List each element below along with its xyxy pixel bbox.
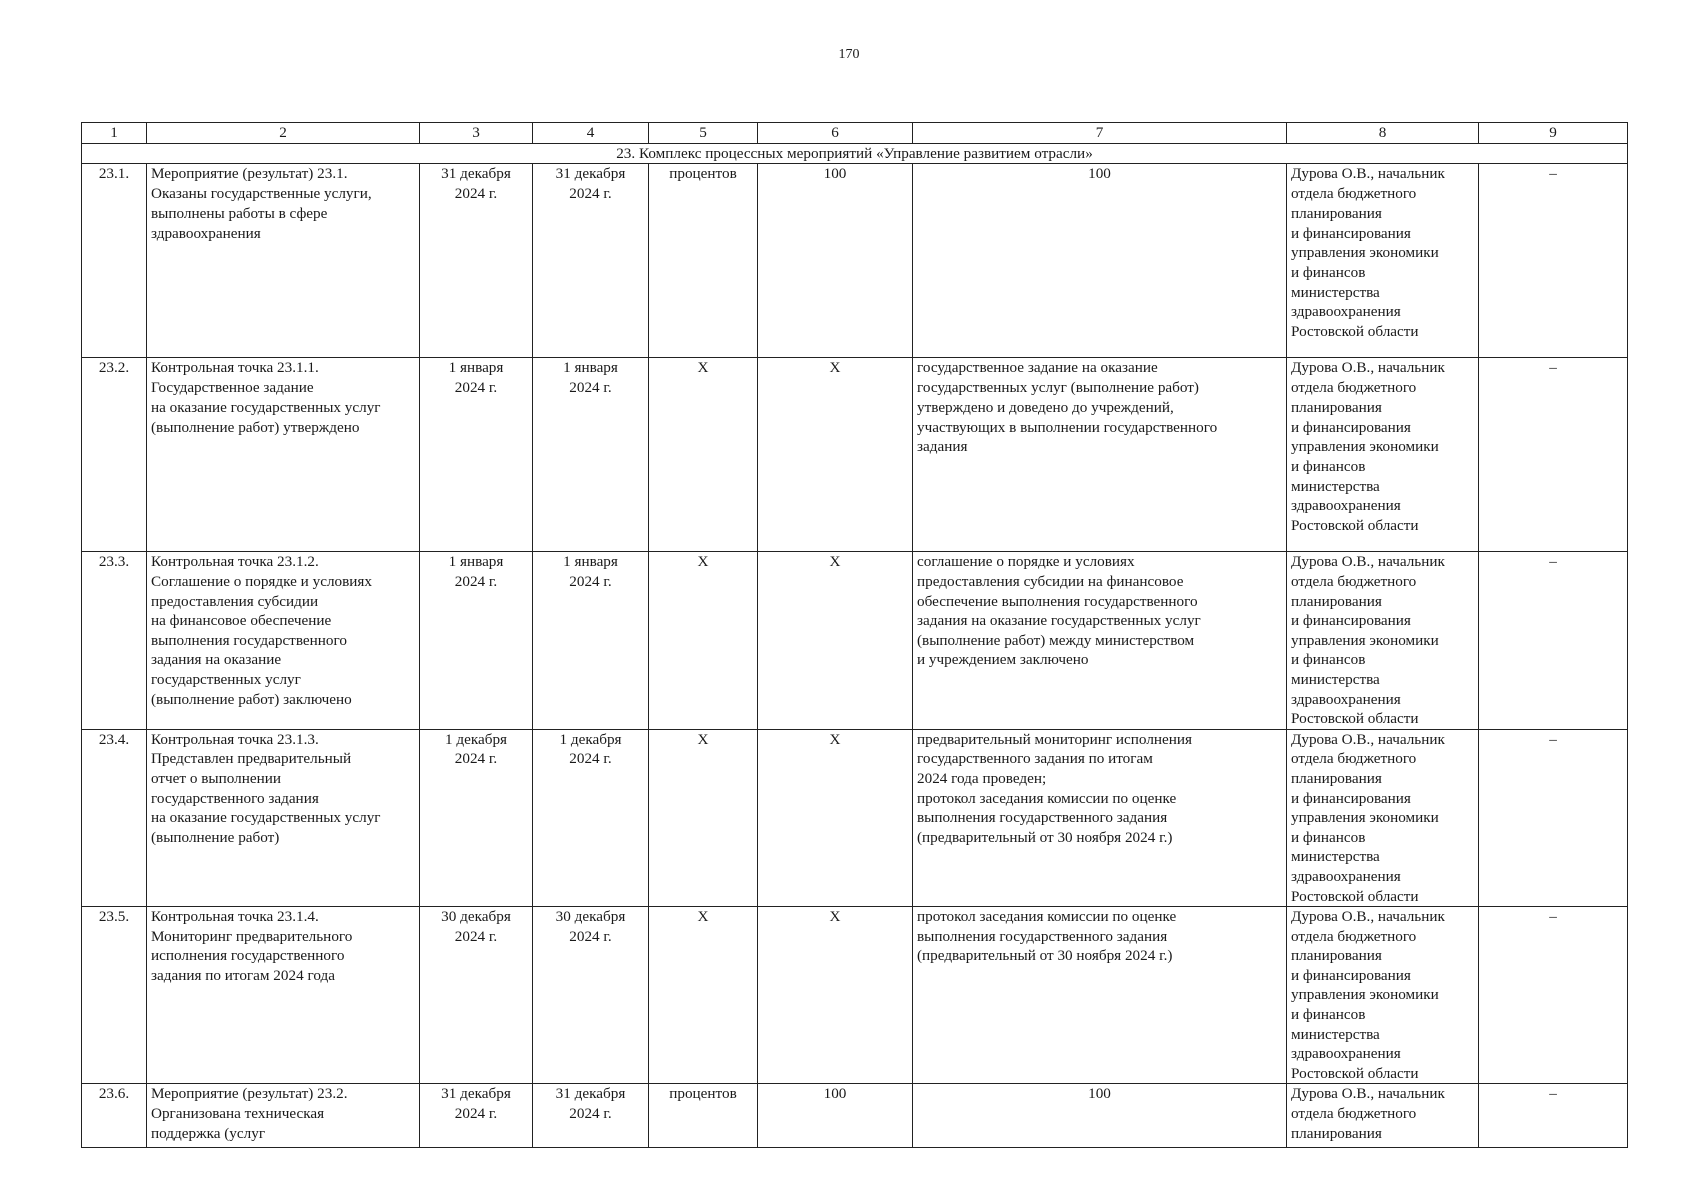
note: – <box>1479 164 1628 358</box>
row-number: 23.4. <box>82 729 147 906</box>
end-date: 1 января 2024 г. <box>533 358 649 552</box>
table-row <box>82 729 1628 906</box>
target-value: Х <box>758 358 913 552</box>
target-value: Х <box>758 907 913 1084</box>
result-document: предварительный мониторинг исполнения государственного задания по итогам 2024 года проведен; протокол заседания комиссии по оценке выполнения государственного задания (предварительный от 30 ноября 2024 г.) <box>913 729 1287 906</box>
table-row <box>82 164 1628 358</box>
unit: Х <box>649 907 758 1084</box>
unit: Х <box>649 358 758 552</box>
result-document: государственное задание на оказание государственных услуг (выполнение работ) утверждено и доведено до учреждений, участвующих в выполнении государственного задания <box>913 358 1287 552</box>
table-row <box>82 358 1628 552</box>
activity-name: Контрольная точка 23.1.2. Соглашение о порядке и условиях предоставления субсидии на финансовое обеспечение выполнения государственного задания на оказание государственных услуг (выполнение работ) заключено <box>147 552 420 729</box>
target-value: Х <box>758 552 913 729</box>
start-date: 31 декабря 2024 г. <box>420 1084 533 1148</box>
section-title: 23. Комплекс процессных мероприятий «Управление развитием отрасли» <box>82 143 1628 164</box>
start-date: 1 января 2024 г. <box>420 552 533 729</box>
result-document: протокол заседания комиссии по оценке выполнения государственного задания (предварительный от 30 ноября 2024 г.) <box>913 907 1287 1084</box>
column-number: 3 <box>420 123 533 144</box>
note: – <box>1479 1084 1628 1148</box>
target-value: Х <box>758 729 913 906</box>
start-date: 1 января 2024 г. <box>420 358 533 552</box>
start-date: 31 декабря 2024 г. <box>420 164 533 358</box>
column-number-row <box>82 123 1628 144</box>
note: – <box>1479 358 1628 552</box>
column-number: 9 <box>1479 123 1628 144</box>
result-document: 100 <box>913 1084 1287 1148</box>
end-date: 31 декабря 2024 г. <box>533 164 649 358</box>
end-date: 31 декабря 2024 г. <box>533 1084 649 1148</box>
responsible-person: Дурова О.В., начальник отдела бюджетного планирования и финансирования управления экономики и финансов министерства здравоохранения Ростовской области <box>1287 552 1479 729</box>
note: – <box>1479 552 1628 729</box>
end-date: 30 декабря 2024 г. <box>533 907 649 1084</box>
row-number: 23.3. <box>82 552 147 729</box>
table-row <box>82 1084 1628 1148</box>
column-number: 7 <box>913 123 1287 144</box>
row-number: 23.5. <box>82 907 147 1084</box>
activity-name: Контрольная точка 23.1.1. Государственное задание на оказание государственных услуг (выполнение работ) утверждено <box>147 358 420 552</box>
row-number: 23.2. <box>82 358 147 552</box>
note: – <box>1479 907 1628 1084</box>
start-date: 30 декабря 2024 г. <box>420 907 533 1084</box>
start-date: 1 декабря 2024 г. <box>420 729 533 906</box>
note: – <box>1479 729 1628 906</box>
unit: Х <box>649 729 758 906</box>
table-row <box>82 552 1628 729</box>
unit: процентов <box>649 164 758 358</box>
column-number: 5 <box>649 123 758 144</box>
result-document: соглашение о порядке и условиях предоставления субсидии на финансовое обеспечение выполнения государственного задания на оказание государственных услуг (выполнение работ) между министерством и учреждением заключено <box>913 552 1287 729</box>
responsible-person: Дурова О.В., начальник отдела бюджетного планирования и финансирования управления экономики и финансов министерства здравоохранения Ростовской области <box>1287 358 1479 552</box>
page-number: 170 <box>838 47 860 62</box>
activity-name: Контрольная точка 23.1.4. Мониторинг предварительного исполнения государственного задания по итогам 2024 года <box>147 907 420 1084</box>
target-value: 100 <box>758 1084 913 1148</box>
activity-name: Мероприятие (результат) 23.2. Организована техническая поддержка (услуг <box>147 1084 420 1148</box>
unit: процентов <box>649 1084 758 1148</box>
column-number: 8 <box>1287 123 1479 144</box>
row-number: 23.1. <box>82 164 147 358</box>
column-number: 6 <box>758 123 913 144</box>
activity-name: Мероприятие (результат) 23.1. Оказаны государственные услуги, выполнены работы в сфере здравоохранения <box>147 164 420 358</box>
end-date: 1 декабря 2024 г. <box>533 729 649 906</box>
responsible-person: Дурова О.В., начальник отдела бюджетного планирования и финансирования управления экономики и финансов министерства здравоохранения Ростовской области <box>1287 729 1479 906</box>
column-number: 4 <box>533 123 649 144</box>
responsible-person: Дурова О.В., начальник отдела бюджетного планирования и финансирования управления экономики и финансов министерства здравоохранения Ростовской области <box>1287 164 1479 358</box>
responsible-person: Дурова О.В., начальник отдела бюджетного планирования и финансирования управления экономики и финансов министерства здравоохранения Ростовской области <box>1287 907 1479 1084</box>
column-number: 2 <box>147 123 420 144</box>
activity-name: Контрольная точка 23.1.3. Представлен предварительный отчет о выполнении государственного задания на оказание государственных услуг (выполнение работ) <box>147 729 420 906</box>
target-value: 100 <box>758 164 913 358</box>
plan-table <box>81 122 1628 1148</box>
unit: Х <box>649 552 758 729</box>
section-row <box>82 143 1628 164</box>
column-number: 1 <box>82 123 147 144</box>
table-row <box>82 907 1628 1084</box>
row-number: 23.6. <box>82 1084 147 1148</box>
end-date: 1 января 2024 г. <box>533 552 649 729</box>
result-document: 100 <box>913 164 1287 358</box>
responsible-person: Дурова О.В., начальник отдела бюджетного планирования <box>1287 1084 1479 1148</box>
